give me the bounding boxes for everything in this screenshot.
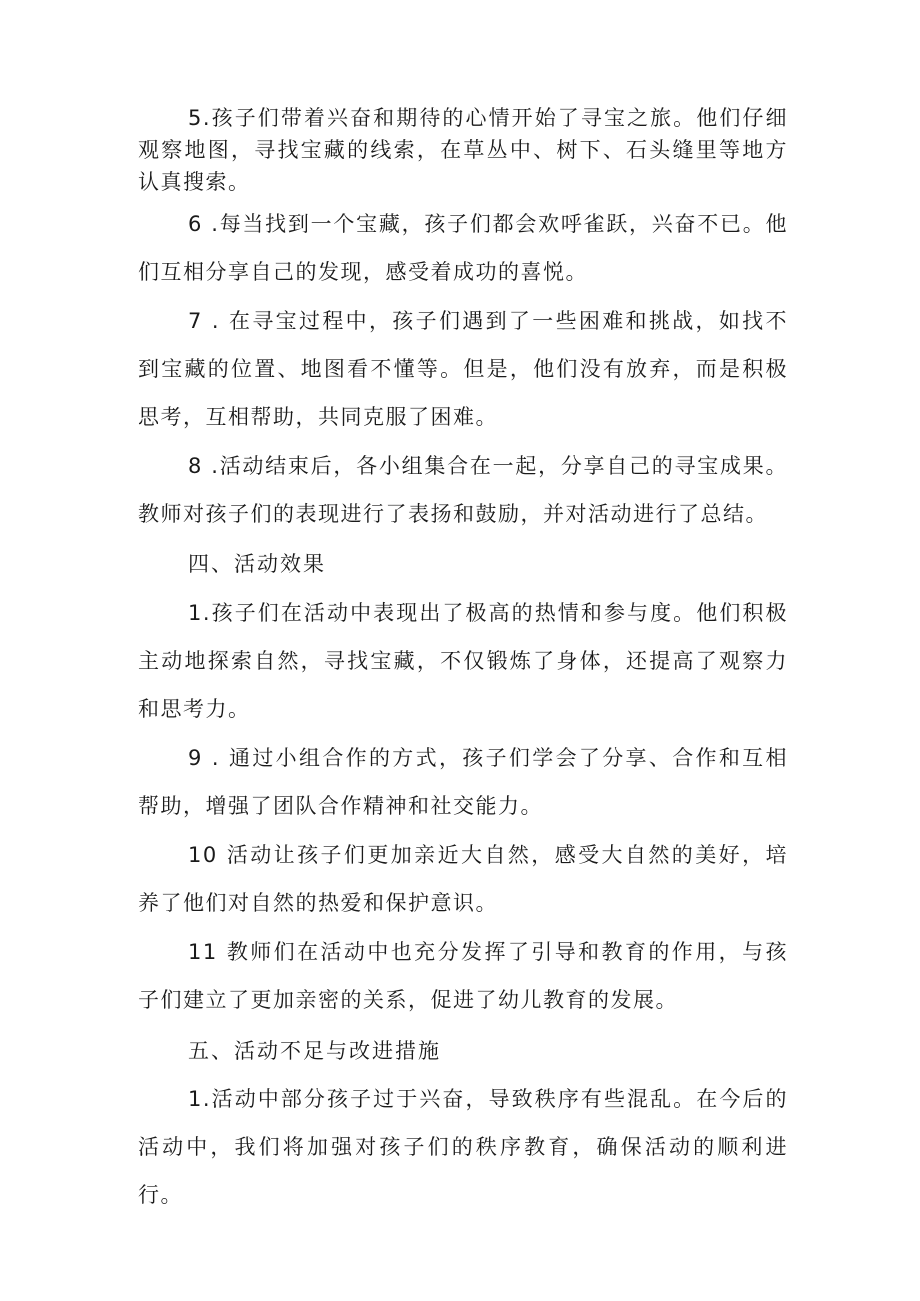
paragraph-group-cooperation: 9 . 通过小组合作的方式，孩子们学会了分享、合作和互相帮助，增强了团队合作精神和社交能力。 [138, 746, 788, 818]
section-heading-improvements: 五、活动不足与改进措施 [188, 1039, 441, 1063]
paragraph-nature: 10 活动让孩子们更加亲近大自然，感受大自然的美好，培养了他们对自然的热爱和保护意识。 [138, 843, 788, 915]
paragraph-activity-end: 8 .活动结束后，各小组集合在一起，分享自己的寻宝成果。教师对孩子们的表现进行了表扬和鼓励，并对活动进行了总结。 [138, 454, 788, 526]
section-heading-effects: 四、活动效果 [188, 552, 326, 576]
paragraph-difficulties: 7 . 在寻宝过程中，孩子们遇到了一些困难和挑战，如找不到宝藏的位置、地图看不懂等。但是，他们没有放弃，而是积极思考，互相帮助，共同克服了困难。 [138, 309, 788, 429]
paragraph-treasure-hunt-start: 5.孩子们带着兴奋和期待的心情开始了寻宝之旅。他们仔细观察地图，寻找宝藏的线索，在草丛中、树下、石头缝里等地方认真搜索。 [138, 106, 788, 194]
paragraph-teachers: 11 教师们在活动中也充分发挥了引导和教育的作用，与孩子们建立了更加亲密的关系，促进了幼儿教育的发展。 [138, 940, 788, 1012]
paragraph-order-issue: 1.活动中部分孩子过于兴奋，导致秩序有些混乱。在今后的活动中，我们将加强对孩子们的秩序教育，确保活动的顺利进行。 [138, 1087, 788, 1207]
paragraph-finding-treasure: 6 .每当找到一个宝藏，孩子们都会欢呼雀跃，兴奋不已。他们互相分享自己的发现，感受着成功的喜悦。 [138, 212, 788, 284]
paragraph-enthusiasm: 1.孩子们在活动中表现出了极高的热情和参与度。他们积极主动地探索自然，寻找宝藏，不仅锻炼了身体，还提高了观察力和思考力。 [138, 601, 788, 721]
